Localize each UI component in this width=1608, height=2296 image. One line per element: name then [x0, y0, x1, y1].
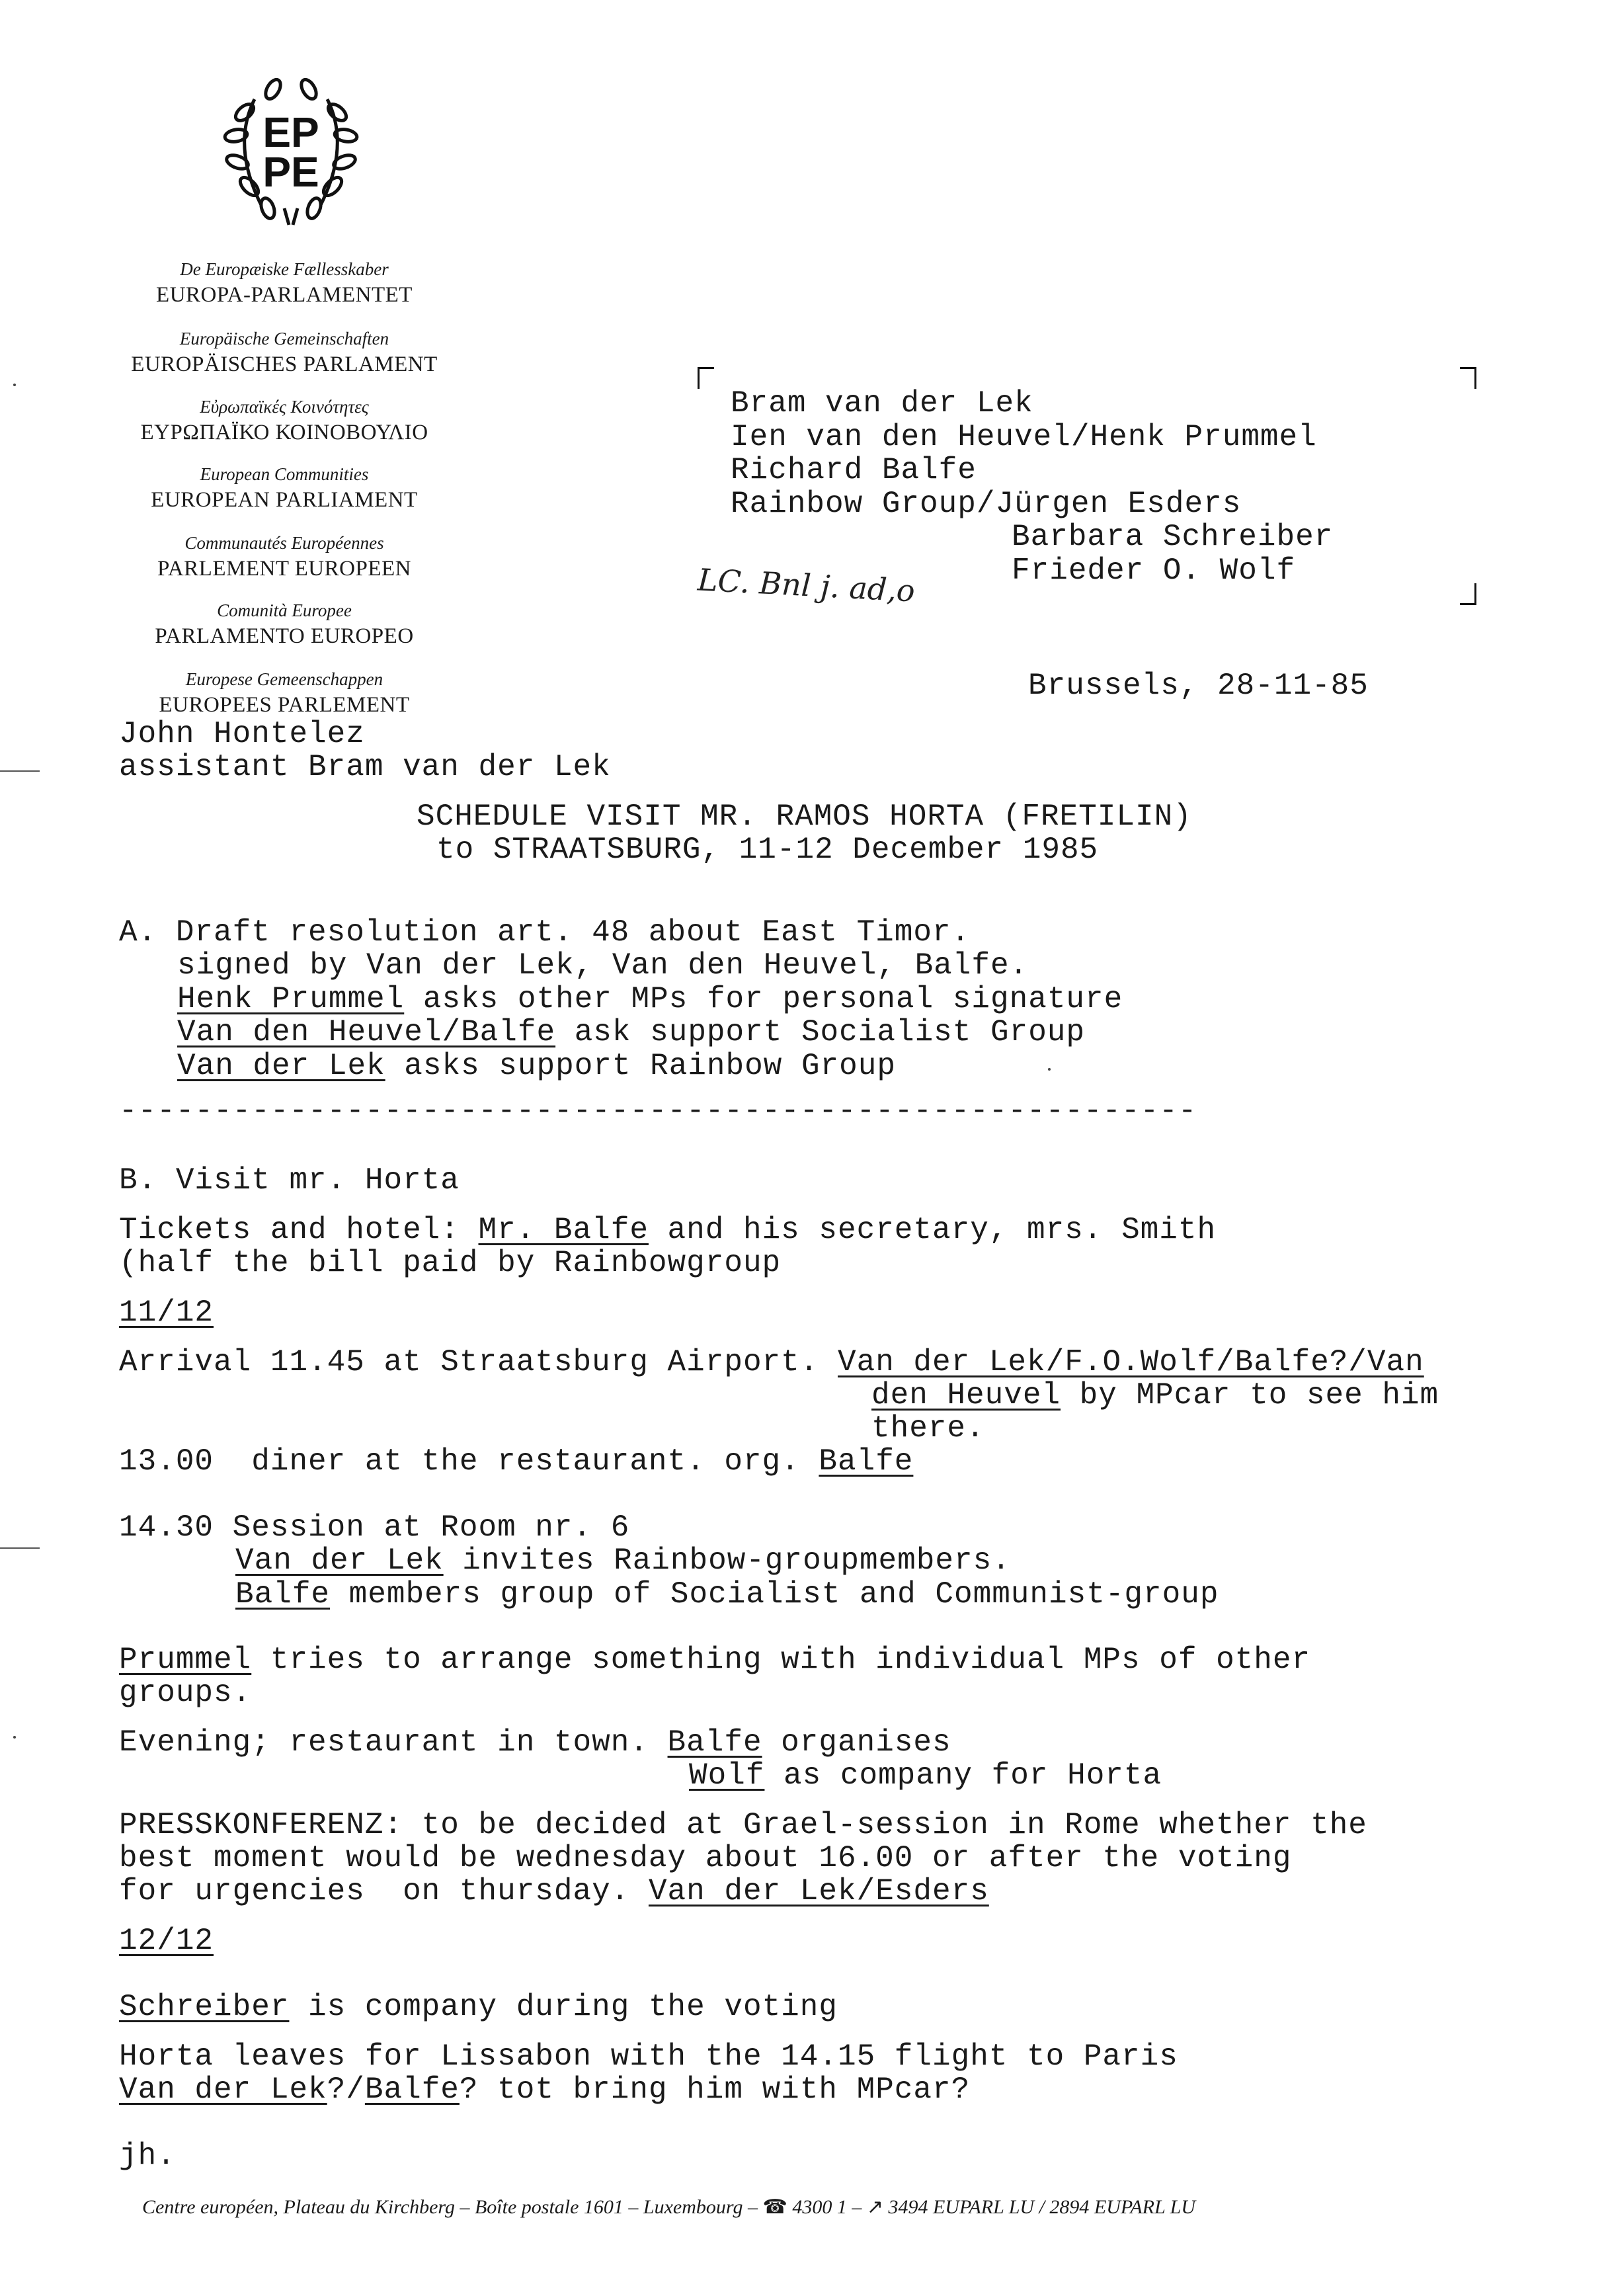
bring-line: Van der Lek?/Balfe? tot bring him with MPcar? — [119, 2072, 971, 2107]
institution-name: EUROPA-PARLAMENTET — [156, 283, 413, 307]
institution-italic: Εὐρωπαϊκές Κοινότητες — [200, 397, 369, 417]
section-a-line: Van der Lek asks support Rainbow Group — [177, 1049, 896, 1083]
recipient-line: Bram van der Lek — [731, 386, 1033, 421]
institution-name: EUROPÄISCHES PARLAMENT — [131, 352, 438, 376]
session-line: 14.30 Session at Room nr. 6 — [119, 1510, 630, 1545]
recipient-line: Ien van den Heuvel/Henk Prummel — [731, 420, 1317, 454]
institution-italic: Europese Gemeenschappen — [185, 669, 383, 689]
scan-mark — [0, 770, 40, 772]
underlined-name: Van der Lek — [235, 1543, 444, 1578]
sender-name: John Hontelez — [119, 717, 365, 751]
arrival-line: den Heuvel by MPcar to see him — [871, 1378, 1439, 1413]
dashed-separator: --------------------------------------------------------- — [119, 1094, 1197, 1128]
recipient-line: Rainbow Group/Jürgen Esders — [731, 487, 1242, 521]
day-heading: 12/12 — [119, 1924, 214, 1958]
footer-address-line: Centre européen, Plateau du Kirchberg – Boîte postale 1601 – Luxembourg – ☎ 4300 1 – ↗ 3494 EUPARL LU / 2894 EUPARL LU — [142, 2196, 1196, 2218]
scan-speck — [1048, 1068, 1051, 1071]
tickets-line: Tickets and hotel: Mr. Balfe and his secretary, mrs. Smith — [119, 1213, 1217, 1247]
institution-name: PARLEMENT EUROPEEN — [157, 557, 411, 581]
section-a-heading: A. Draft resolution art. 48 about East Timor. — [119, 915, 971, 950]
underlined-name: Wolf — [689, 1758, 765, 1793]
institution-italic: Communautés Européennes — [184, 533, 384, 553]
press-line: for urgencies on thursday. Van der Lek/Esders — [119, 1874, 989, 1908]
institution-name: PARLAMENTO EUROPEO — [155, 624, 414, 648]
recipient-line: Frieder O. Wolf — [1012, 554, 1296, 588]
telephone-icon: ☎ — [762, 2196, 787, 2218]
section-a-line: Van den Heuvel/Balfe ask support Socialist Group — [177, 1015, 1086, 1049]
sender-role: assistant Bram van der Lek — [119, 750, 611, 784]
address-corner-top-right — [1460, 367, 1476, 389]
underlined-name: Van der Lek/Esders — [648, 1874, 989, 1908]
institution-italic: Europäische Gemeinschaften — [179, 329, 389, 348]
scan-mark — [0, 1547, 40, 1549]
underlined-name: Van der Lek — [119, 2072, 327, 2107]
initials: jh. — [119, 2139, 176, 2173]
day-heading: 11/12 — [119, 1295, 214, 1330]
underlined-name: Van der Lek — [177, 1049, 385, 1083]
institution-italic: De Europæiske Fællesskaber — [180, 259, 389, 279]
press-line: PRESSKONFERENZ: to be decided at Grael-session in Rome whether the — [119, 1808, 1367, 1842]
arrival-line: there. — [871, 1411, 985, 1446]
prummel-line: groups. — [119, 1676, 252, 1710]
institution-name: EUROPEAN PARLIAMENT — [151, 488, 418, 512]
underlined-name: Henk Prummel — [177, 982, 405, 1016]
underlined-name: Van den Heuvel/Balfe — [177, 1015, 556, 1049]
scan-speck — [13, 384, 16, 386]
arrival-line: Arrival 11.45 at Straatsburg Airport. Van der Lek/F.O.Wolf/Balfe?/Van — [119, 1345, 1424, 1379]
underlined-name: Balfe — [364, 2072, 460, 2107]
laurel-wreath-icon — [215, 73, 367, 231]
institution-italic: Comunità Europee — [217, 600, 352, 620]
ep-logo — [215, 73, 367, 231]
underlined-name: Balfe — [667, 1725, 762, 1760]
session-line: Balfe members group of Socialist and Communist-group — [235, 1577, 1219, 1612]
recipient-line: Richard Balfe — [731, 453, 977, 487]
institution-name: EUROPEES PARLEMENT — [159, 693, 410, 717]
tickets-line: (half the bill paid by Rainbowgroup — [119, 1246, 782, 1280]
svg-text:EP: EP — [262, 108, 319, 156]
underlined-name: Balfe — [235, 1577, 331, 1612]
underlined-name: Prummel — [119, 1643, 252, 1677]
evening-line: Wolf as company for Horta — [689, 1758, 1162, 1793]
institution-name: ΕΥΡΩΠΑΪΚΟ ΚΟΙΝΟΒΟΥΛΙΟ — [140, 421, 428, 444]
schreiber-line: Schreiber is company during the voting — [119, 1990, 838, 2024]
underlined-name: Balfe — [819, 1444, 914, 1479]
subject-line: SCHEDULE VISIT MR. RAMOS HORTA (FRETILIN) — [417, 800, 1192, 834]
section-b-heading: B. Visit mr. Horta — [119, 1163, 460, 1198]
section-a-line: signed by Van der Lek, Van den Heuvel, Balfe. — [177, 948, 1029, 983]
section-a-line: Henk Prummel asks other MPs for personal signature — [177, 982, 1123, 1016]
svg-text:PE: PE — [262, 148, 319, 196]
underlined-name: Mr. Balfe — [478, 1213, 649, 1247]
evening-line: Evening; restaurant in town. Balfe organises — [119, 1725, 951, 1760]
underlined-name: Schreiber — [119, 1990, 290, 2024]
address-corner-bottom-right — [1460, 583, 1476, 605]
underlined-name: den Heuvel — [871, 1378, 1061, 1413]
session-line: Van der Lek invites Rainbow-groupmembers. — [235, 1543, 1011, 1578]
underlined-name: Van der Lek/F.O.Wolf/Balfe?/Van — [837, 1345, 1424, 1379]
letter-date: Brussels, 28-11-85 — [1028, 669, 1369, 703]
horta-line: Horta leaves for Lissabon with the 14.15 flight to Paris — [119, 2039, 1178, 2074]
recipient-line: Barbara Schreiber — [1012, 520, 1334, 554]
prummel-line: Prummel tries to arrange something with individual MPs of other — [119, 1643, 1311, 1677]
diner-line: 13.00 diner at the restaurant. org. Balfe — [119, 1444, 914, 1479]
scan-speck — [13, 1736, 16, 1739]
subject-line: to STRAATSBURG, 11-12 December 1985 — [436, 833, 1099, 867]
handwritten-note: LC. Bnl j. ad,o — [696, 561, 916, 609]
institution-italic: European Communities — [200, 464, 369, 484]
address-corner-top-left — [698, 367, 714, 389]
telex-icon: ↗ — [866, 2196, 883, 2218]
press-line: best moment would be wednesday about 16.00 or after the voting — [119, 1841, 1292, 1875]
